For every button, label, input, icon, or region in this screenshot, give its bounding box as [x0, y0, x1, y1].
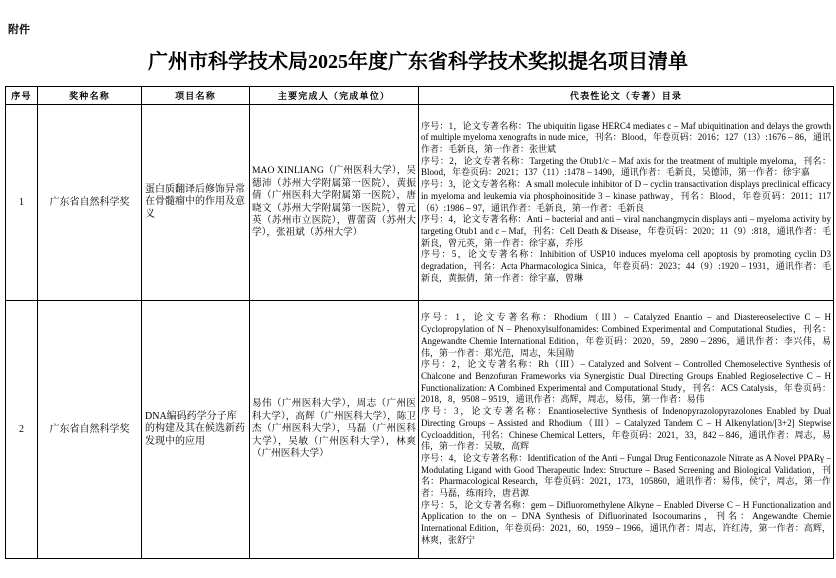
paper-journal: Acta Pharmacologica Sinica: [500, 261, 604, 272]
paper-label-first: ，第一作者：: [749, 523, 804, 534]
header-project-name: 项目名称: [142, 87, 250, 105]
paper-label-corresponding: ，通讯作者：: [482, 202, 537, 213]
paper-label-corresponding: ，通讯作者：: [640, 523, 696, 534]
paper-first: 徐宇嘉，曾琳: [529, 272, 584, 283]
paper-journal: Angewandte Chemie International Edition: [421, 511, 831, 534]
paper-label-journal: ，刊名：: [792, 324, 831, 335]
paper-label-title: ，论文专著名称：: [453, 452, 528, 463]
paper-label-corresponding: ，通讯作者：: [766, 261, 822, 272]
document-title: 广州市科学技术局2025年度广东省科学技术奖拟提名项目清单: [148, 51, 688, 73]
paper-label-pages: ，年卷页码：: [638, 225, 693, 236]
paper-label-pages: ，年卷页码：: [602, 429, 658, 440]
paper-label-first: ，第一作者：: [430, 441, 485, 452]
paper-pages: 2016；127（13）:1676 – 86: [697, 132, 804, 143]
table-row: [6, 301, 834, 559]
paper-label-title: ，论文专著名称：: [453, 120, 528, 131]
paper-journal: Cell Death & Disease: [559, 225, 639, 236]
paper-title: Targeting the Otub1/c – Maf axis for the treatment of multiple myeloma: [529, 155, 794, 166]
paper-pages: 2011；117（6）:1986 – 97: [421, 190, 831, 213]
paper-label-no: 序号：: [421, 406, 454, 417]
project-name: 蛋白质翻译后修饰异常在骨髓瘤中的作用及意义: [145, 184, 245, 220]
paper-title: The ubiquitin ligase HERC4 mediates c – Maf ubiquitination and delays the growth of multiple myeloma xenografts in nude mice: [421, 120, 831, 143]
paper-label-title: ，论文专著名称：: [455, 359, 539, 370]
paper-label-journal: ，刊名：: [523, 225, 560, 236]
paper-journal: Blood: [621, 132, 644, 143]
main-contributors: MAO XINLIANG（广州医科大学），吴德沛（苏州大学附属第一医院），黄振倩（广州医科大学附属第一医院），唐晓文（苏州大学附属第一医院），曾元英（苏州市立医院），曹蕾茵（苏州大学），张祖斌（苏州大学）: [252, 165, 416, 239]
paper-label-first: ，第一作者：: [430, 347, 485, 358]
paper-pages: 2021，60，1959 – 1966: [550, 523, 641, 534]
paper-corresponding: 毛新良: [448, 143, 476, 154]
paper-journal: Chinese Chemical Letters: [508, 429, 603, 440]
paper-no: 2: [449, 155, 454, 166]
paper-label-no: 序号：: [421, 120, 449, 131]
paper-label-title: ，论文专著名称：: [454, 499, 531, 510]
paper-entry: [421, 406, 831, 453]
paper-title: Enantioselective Synthesis of Indenopyrazolopyrazolones Enabled by Dual Directing Groups – Assisted and Rhodium（III）– Catalyzed Tandem C – H Alkenylation/[3+2] Stepwise Cycloaddition: [421, 406, 831, 440]
header-main-contributors: 主要完成人（完成单位）: [250, 87, 419, 105]
paper-corresponding: 毛新良，黄振倩: [421, 261, 831, 283]
paper-label-no: 序号：: [421, 452, 449, 463]
paper-title: gem – Difluoromethylene Alkyne – Enabled Diverse C – H Functionalization and Application to the on – DNA Synthesis of Difluorinated Isocoumarins: [421, 499, 831, 522]
paper-pages: 2021，33，842 – 846: [657, 429, 740, 440]
paper-label-no: 序号：: [421, 155, 450, 166]
paper-label-journal: ，刊名：: [793, 155, 831, 166]
paper-label-first: ，第一作者：: [475, 143, 530, 154]
paper-title: Inhibition of USP10 induces myeloma cell apoptosis by promoting cyclin D3 degradation: [421, 249, 831, 272]
paper-journal: Blood: [421, 167, 444, 178]
paper-label-first: ，第一作者：: [632, 394, 687, 405]
paper-corresponding: 毛新良: [536, 202, 564, 213]
paper-label-corresponding: ，通讯作者：: [611, 167, 666, 178]
paper-label-no: 序号：: [421, 499, 450, 510]
paper-label-first: ，第一作者：: [475, 272, 530, 283]
paper-entry: [421, 453, 831, 500]
paper-entry: [421, 249, 831, 284]
paper-journal: Pharmacological Research: [439, 476, 536, 487]
cell-representative-papers: [419, 105, 834, 301]
paper-label-journal: ，刊名：: [682, 382, 721, 393]
paper-entry: [421, 214, 831, 249]
cell-main-contributors: [250, 105, 419, 301]
paper-corresponding: 毛新良，曾元英: [421, 225, 831, 248]
header-no: 序号: [6, 87, 38, 105]
paper-no: 3: [448, 179, 453, 190]
attachment-label: 附件: [8, 24, 30, 36]
paper-corresponding: 易伟，侯宁，周志: [721, 476, 795, 487]
paper-pages: 2021；137（11）:1478 – 1490: [497, 167, 612, 178]
paper-label-title: ，论文专著名称：: [456, 249, 540, 260]
paper-corresponding: 李兴伟，易伟: [421, 335, 831, 358]
paper-label-pages: ，年卷页码：: [731, 190, 792, 201]
paper-label-title: ，论文专著名称：: [452, 179, 526, 190]
table-body: [6, 105, 834, 559]
paper-label-pages: ，年卷页码：: [535, 476, 590, 487]
paper-entry: [421, 359, 831, 406]
paper-journal: Blood: [709, 190, 732, 201]
paper-label-corresponding: ，通讯作者：: [506, 394, 561, 405]
paper-list: [421, 121, 831, 285]
paper-entry: [421, 179, 831, 214]
paper-label-no: 序号：: [421, 312, 456, 323]
paper-label-corresponding: ，通讯作者：: [739, 429, 795, 440]
paper-first: 毛新良: [617, 202, 645, 213]
paper-label-corresponding: ，通讯作者：: [421, 132, 831, 154]
row-number: 2: [19, 423, 24, 435]
cell-representative-papers: [419, 301, 834, 559]
paper-label-corresponding: ，通讯作者：: [726, 335, 784, 346]
paper-first: 徐宇嘉: [782, 167, 810, 178]
paper-no: 1: [448, 120, 454, 131]
paper-label-first: ，第一作者：: [421, 476, 831, 499]
cell-award-name: [38, 301, 142, 559]
paper-label-title: ，论文专著名称：: [453, 214, 527, 225]
paper-first: 易伟: [686, 394, 705, 405]
paper-title: Anti – bacterial and anti – viral nanchangmycin displays anti – myeloma activity by targeting Otub1 and c – Maf: [421, 214, 831, 236]
header-award-name: 奖种名称: [38, 87, 142, 105]
paper-label-journal: ，刊名：: [472, 429, 509, 440]
paper-entry: [421, 121, 831, 156]
paper-label-pages: ，年卷页码：: [603, 261, 659, 272]
paper-label-corresponding: ，通讯作者：: [666, 476, 722, 487]
paper-journal: ACS Catalysis: [720, 382, 774, 393]
table-row: [6, 105, 834, 301]
paper-first: 张世斌: [529, 143, 557, 154]
paper-corresponding: 毛新良，吴德沛: [665, 167, 729, 178]
paper-label-pages: ，年卷页码：: [643, 132, 698, 143]
paper-title: Rh（III）– Catalyzed and Solvent – Controlled Chemoselective Synthesis of Chalcone and Benzofuran Frameworks via Synergistic Dual Directing Groups Enabled Regioselective C – H Functionalization: A Combined Experimental and Computational Study: [421, 359, 831, 393]
paper-label-first: ，第一作者：: [475, 237, 530, 248]
paper-label-pages: ，年卷页码：: [495, 523, 551, 534]
paper-pages: 2020，59，2890 – 2896: [632, 335, 727, 346]
paper-pages: 2020；11（9）:818: [692, 225, 768, 236]
cell-project-name: [142, 301, 250, 559]
award-name: 广东省自然科学奖: [49, 423, 130, 435]
nomination-table: [5, 86, 834, 559]
table-header-row: [6, 87, 834, 105]
cell-project-name: [142, 105, 250, 301]
paper-pages: 2023；44（9）:1920 – 1931: [658, 261, 767, 272]
paper-pages: 2021，173，105860: [589, 476, 667, 487]
paper-list: [421, 312, 831, 546]
cell-main-contributors: [250, 301, 419, 559]
paper-label-no: 序号：: [421, 214, 449, 225]
paper-label-journal: ，刊名：: [585, 132, 622, 143]
paper-label-journal: ，刊名：: [463, 261, 501, 272]
paper-label-title: ，论文专著名称：: [458, 406, 549, 417]
paper-first: 马磊，练雨玲，唐君源: [439, 488, 530, 499]
project-name: DNA编码药学分子库的构建及其在候选新药发现中的应用: [145, 411, 245, 447]
paper-label-no: 序号：: [421, 179, 449, 190]
row-number: 1: [19, 196, 24, 208]
paper-label-corresponding: ，通讯作者：: [767, 225, 822, 236]
paper-no: 5: [451, 249, 457, 260]
paper-no: 5: [449, 499, 455, 510]
paper-corresponding: 周志，易伟: [421, 429, 831, 452]
paper-no: 2: [451, 359, 456, 370]
paper-no: 1: [455, 312, 460, 323]
paper-first: 徐宇嘉，乔彤: [529, 237, 584, 248]
paper-label-first: ，第一作者：: [728, 167, 783, 178]
paper-first: 高辉，林爽，张舒宁: [421, 523, 831, 545]
cell-award-name: [38, 105, 142, 301]
paper-first: 郑光范，周志，朱国勋: [484, 347, 575, 358]
paper-first: 吴敏，高辉: [484, 441, 530, 452]
paper-pages: 2018，8，9508 – 9519: [421, 394, 507, 405]
paper-label-no: 序号：: [421, 249, 452, 260]
paper-no: 4: [448, 452, 454, 463]
cell-row-number: [6, 105, 38, 301]
paper-entry: [421, 500, 831, 547]
paper-title: A small molecule inhibitor of D – cyclin transactivation displays preclinical efficacy in myeloma and leukemia via phosphoinositide 3 – kinase pathway: [421, 179, 831, 201]
paper-no: 4: [448, 214, 454, 225]
paper-label-pages: ，年卷页码：: [443, 167, 498, 178]
paper-label-journal: ，刊名：: [700, 511, 753, 522]
paper-label-no: 序号：: [421, 359, 452, 370]
paper-label-pages: ，年卷页码：: [773, 382, 831, 393]
award-name: 广东省自然科学奖: [49, 196, 130, 208]
paper-no: 3: [453, 406, 459, 417]
paper-title: Identification of the Anti – Fungal Drug Fenticonazole Nitrate as A Novel PPARγ – Modulating Ligand with Good Therapeutic Index: Structure – Based Screening and Biological Validation: [421, 452, 831, 475]
paper-entry: [421, 156, 831, 179]
paper-label-journal: ，刊名：: [421, 464, 831, 487]
paper-label-journal: ，刊名：: [669, 190, 710, 201]
paper-entry: [421, 312, 831, 359]
paper-corresponding: 周志，许红涛: [695, 523, 750, 534]
paper-label-title: ，论文专著名称：: [453, 155, 530, 166]
header-representative-papers: 代表性论文（专著）目录: [419, 87, 834, 105]
main-contributors: 易伟（广州医科大学），周志（广州医科大学），高辉（广州医科大学），陈卫杰（广州医科大学），马磊（广州医科大学），吴敏（广州医科大学），林爽（广州医科大学）: [252, 398, 416, 460]
paper-title: Rhodium（III）– Catalyzed Enantio – and Diastereoselective C – H Cyclopropylation of N – Phenoxylsulfonamides: Combined Experimental and Computational Studies: [421, 312, 831, 335]
cell-row-number: [6, 301, 38, 559]
paper-label-title: ，论文专著名称：: [459, 312, 555, 323]
paper-corresponding: 高辉，周志，易伟: [560, 394, 633, 405]
paper-label-first: ，第一作者：: [563, 202, 618, 213]
paper-journal: Angewandte Chemie International Edition: [421, 335, 576, 346]
paper-label-pages: ，年卷页码：: [575, 335, 633, 346]
